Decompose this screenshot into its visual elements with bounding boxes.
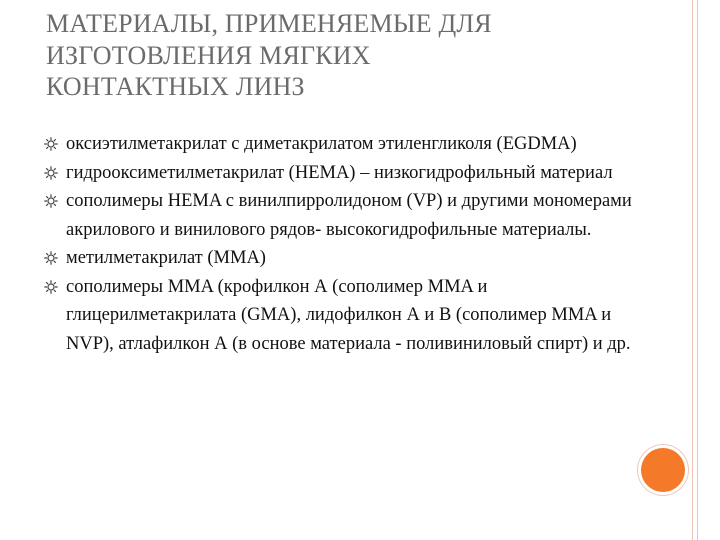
title-line-2: ИЗГОТОВЛЕНИЯ МЯГКИХ <box>46 40 371 70</box>
bullet-list <box>44 130 644 358</box>
bullet-text: сополимеры MMA (крофилкон А (сополимер MMA и глицерилметакрилата (GMA), лидофилкон А и В (сополимер MMA и NVP), атлафилкон А (в основе материала - поливиниловый спирт) и др. <box>66 276 631 354</box>
right-border-outer <box>697 0 698 540</box>
sun-bullet-icon <box>44 194 58 208</box>
sun-bullet-icon <box>44 280 58 294</box>
sun-bullet-icon <box>44 251 58 265</box>
bullet-item <box>44 159 644 188</box>
bullet-text: гидрооксиметилметакрилат (HEMA) – низкогидрофильный материал <box>66 162 613 183</box>
bullet-text: оксиэтилметакрилат с диметакрилатом этиленгликоля (EGDMA) <box>66 134 577 154</box>
right-border-inner <box>692 0 693 540</box>
sun-bullet-icon <box>44 137 58 151</box>
bullet-text: сополимеры HEMA с винилпирролидоном (VP) и другими мономерами акрилового и винилового рядов- высокогидрофильные материалы. <box>66 191 632 240</box>
bullet-item <box>44 187 644 244</box>
title-line-1: МАТЕРИАЛЫ, ПРИМЕНЯЕМЫЕ ДЛЯ <box>46 9 492 38</box>
bullet-item <box>44 244 644 273</box>
sun-bullet-icon <box>44 166 58 180</box>
bullet-item <box>44 273 644 359</box>
orange-circle-icon <box>641 448 685 492</box>
bullet-text: метилметакрилат (MMA) <box>66 248 266 268</box>
title-line-3: КОНТАКТНЫХ ЛИНЗ <box>46 72 305 101</box>
bullet-item <box>44 130 644 159</box>
slide-title <box>46 8 646 103</box>
